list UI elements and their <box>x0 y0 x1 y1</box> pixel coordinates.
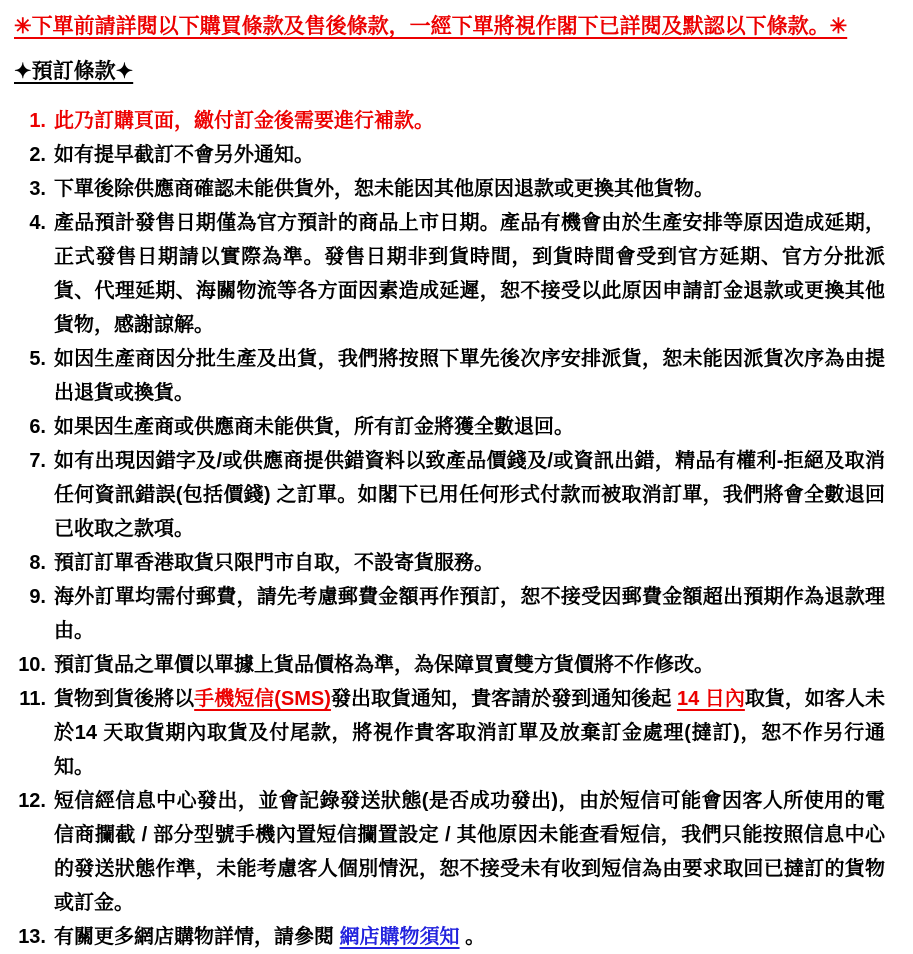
term-item <box>14 172 885 206</box>
term-item <box>14 682 885 784</box>
highlighted-term-text: 手機短信(SMS) <box>194 688 331 710</box>
term-number: 10. <box>18 654 46 676</box>
terms-list <box>14 104 885 954</box>
term-text: 如有提早截訂不會另外通知。 <box>54 144 314 166</box>
term-text: 。 <box>459 926 486 948</box>
term-text: 如果因生產商或供應商未能供貨，所有訂金將獲全數退回。 <box>54 416 574 438</box>
term-item <box>14 104 885 138</box>
term-number: 7. <box>29 450 46 472</box>
term-text: 有關更多網店購物詳情，請參閱 <box>54 926 340 948</box>
term-text: 產品預計發售日期僅為官方預計的商品上市日期。產品有機會由於生產安排等原因造成延期，正式發售日期請以實際為準。發售日期非到貨時間，到貨時間會受到官方延期、官方分批派貨、代理延期、海關物流等各方面因素造成延遲，恕不接受以此原因申請訂金退款或更換其他貨物，感謝諒解。 <box>54 212 885 336</box>
term-item <box>14 206 885 342</box>
term-number: 8. <box>29 552 46 574</box>
term-text: 取貨，如客人未於14 天取貨期內取貨及付尾款，將視作貴客取消訂單及放棄訂金處理(撻訂)，恕不作另行通知。 <box>54 688 886 778</box>
term-text: 下單後除供應商確認未能供貨外，恕未能因其他原因退款或更換其他貨物。 <box>54 178 714 200</box>
term-number: 12. <box>18 790 46 812</box>
term-number: 13. <box>18 926 46 948</box>
term-number: 6. <box>29 416 46 438</box>
terms-page <box>14 13 885 954</box>
term-number: 11. <box>19 688 46 710</box>
highlighted-term-text: 14 日內 <box>676 688 745 710</box>
term-item <box>14 784 885 920</box>
term-number: 3. <box>29 178 46 200</box>
term-number: 4. <box>29 212 46 234</box>
term-item <box>14 580 885 648</box>
preorder-terms-section-title: ✦預訂條款✦ <box>14 60 134 83</box>
shop-guide-link[interactable]: 網店購物須知 <box>339 926 460 948</box>
term-text: 如因生產商因分批生產及出貨，我們將按照下單先後次序安排派貨，恕未能因派貨次序為由提出退貨或換貨。 <box>54 348 885 404</box>
term-number: 2. <box>29 144 46 166</box>
term-item <box>14 920 885 954</box>
term-text: 此乃訂購頁面，繳付訂金後需要進行補款。 <box>54 110 434 132</box>
term-item <box>14 546 885 580</box>
term-text: 海外訂單均需付郵費，請先考慮郵費金額再作預訂，恕不接受因郵費金額超出預期作為退款理由。 <box>54 586 885 642</box>
term-text: 貨物到貨後將以 <box>54 688 195 710</box>
term-item <box>14 138 885 172</box>
term-item <box>14 648 885 682</box>
term-item <box>14 342 885 410</box>
term-item <box>14 410 885 444</box>
term-text: 發出取貨通知，貴客請於發到通知後起 <box>330 688 677 710</box>
purchase-terms-header-notice: ✳下單前請詳閱以下購買條款及售後條款，一經下單將視作閣下已詳閱及默認以下條款。✳ <box>14 15 848 38</box>
term-number: 9. <box>29 586 46 608</box>
term-item <box>14 444 885 546</box>
term-text: 短信經信息中心發出，並會記錄發送狀態(是否成功發出)，由於短信可能會因客人所使用的電信商攔截 / 部分型號手機內置短信攔置設定 / 其他原因未能查看短信，我們只能按照信息中心的發送狀態作準，未能考慮客人個別情況，恕不接受未有收到短信為由要求取回已撻訂的貨物或訂金。 <box>54 790 885 914</box>
term-text: 如有出現因錯字及/或供應商提供錯資料以致產品價錢及/或資訊出錯，精品有權利-拒絕及取消任何資訊錯誤(包括價錢) 之訂單。如閣下已用任何形式付款而被取消訂單，我們將會全數退回已收取之款項。 <box>54 450 885 540</box>
term-number: 1. <box>29 110 46 132</box>
term-text: 預訂訂單香港取貨只限門市自取，不設寄貨服務。 <box>54 552 494 574</box>
term-number: 5. <box>29 348 46 370</box>
term-text: 預訂貨品之單價以單據上貨品價格為準，為保障買賣雙方貨價將不作修改。 <box>54 654 714 676</box>
